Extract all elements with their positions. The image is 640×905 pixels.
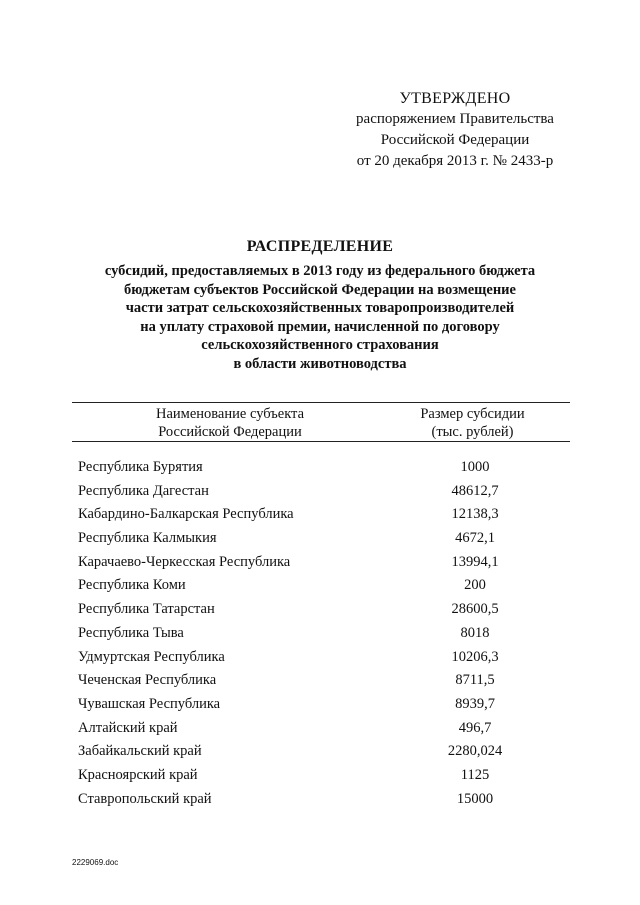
table-row: [78, 527, 558, 551]
approval-block: [330, 88, 580, 172]
table-row: [78, 551, 558, 575]
subsidy-value: 200: [464, 577, 486, 594]
approval-heading: УТВЕРЖДЕНО: [399, 90, 511, 107]
region-name: Республика Калмыкия: [78, 530, 217, 547]
subtitle-line: части затрат сельскохозяйственных товаропроизводителей: [125, 300, 515, 316]
subsidy-value: 48612,7: [451, 482, 499, 499]
region-name: Чувашская Республика: [78, 695, 221, 712]
table-row: [78, 717, 558, 741]
subsidy-value: 8711,5: [455, 672, 495, 689]
table-row: [78, 669, 558, 693]
table-row: [78, 574, 558, 598]
table-row: [78, 764, 558, 788]
region-name: Республика Бурятия: [78, 459, 203, 475]
region-name: Забайкальский край: [78, 743, 202, 760]
subsidy-value: 28600,5: [451, 601, 499, 618]
region-name: Республика Коми: [78, 577, 186, 594]
region-name: Республика Татарстан: [78, 601, 215, 618]
region-name: Алтайский край: [78, 719, 178, 736]
region-name: Ставропольский край: [78, 790, 212, 807]
table-row: [78, 646, 558, 670]
region-name: Республика Дагестан: [78, 482, 209, 499]
region-name: Республика Тыва: [78, 624, 184, 641]
subtitle-line: на уплату страховой премии, начисленной по договору: [140, 318, 500, 335]
subtitle-line: бюджетам субъектов Российской Федерации на возмещение: [124, 281, 516, 298]
table-top-rule: [72, 402, 570, 403]
table-body: [78, 456, 558, 811]
region-name: Карачаево-Черкесская Республика: [78, 553, 291, 570]
document-subtitle: [90, 262, 550, 373]
subsidy-value: 10206,3: [451, 648, 499, 665]
approval-line: Российской Федерации: [380, 132, 530, 148]
subtitle-line: сельскохозяйственного страхования: [201, 337, 439, 353]
subsidy-value: 496,7: [458, 719, 492, 736]
region-name: Красноярский край: [78, 766, 198, 783]
subtitle-line: субсидий, предоставляемых в 2013 году из федерального бюджета: [104, 263, 536, 279]
subsidy-value: 8018: [460, 624, 490, 641]
subsidy-value: 12138,3: [451, 506, 499, 523]
subsidy-value: 8939,7: [455, 695, 495, 712]
subsidy-value: 1125: [460, 766, 490, 783]
subsidy-value: 15000: [456, 790, 494, 807]
region-name: Чеченская Республика: [78, 672, 217, 689]
file-name: 2229069.doc: [72, 858, 119, 867]
table-row: [78, 598, 558, 622]
table-header-rule: [72, 441, 570, 442]
approval-line: распоряжением Правительства: [356, 111, 554, 127]
region-name: Кабардино-Балкарская Республика: [78, 506, 294, 523]
subsidy-value: 1000: [460, 459, 490, 475]
document-title: РАСПРЕДЕЛЕНИЕ: [246, 238, 394, 255]
table-row: [78, 622, 558, 646]
region-name: Удмуртская Республика: [78, 648, 225, 665]
table-row: [78, 456, 558, 480]
table-row: [78, 740, 558, 764]
table-row: [78, 788, 558, 812]
approval-line: от 20 декабря 2013 г. № 2433-р: [356, 153, 554, 169]
column-header-value: Размер субсидии (тыс. рублей): [420, 406, 525, 440]
subsidy-value: 13994,1: [451, 553, 499, 570]
table-row: [78, 693, 558, 717]
subtitle-line: в области животноводства: [233, 355, 407, 372]
table-row: [78, 503, 558, 527]
table-row: [78, 480, 558, 504]
subsidy-value: 2280,024: [447, 743, 503, 760]
subsidy-value: 4672,1: [455, 530, 495, 547]
column-header-name: Наименование субъекта Российской Федерации: [155, 406, 305, 440]
